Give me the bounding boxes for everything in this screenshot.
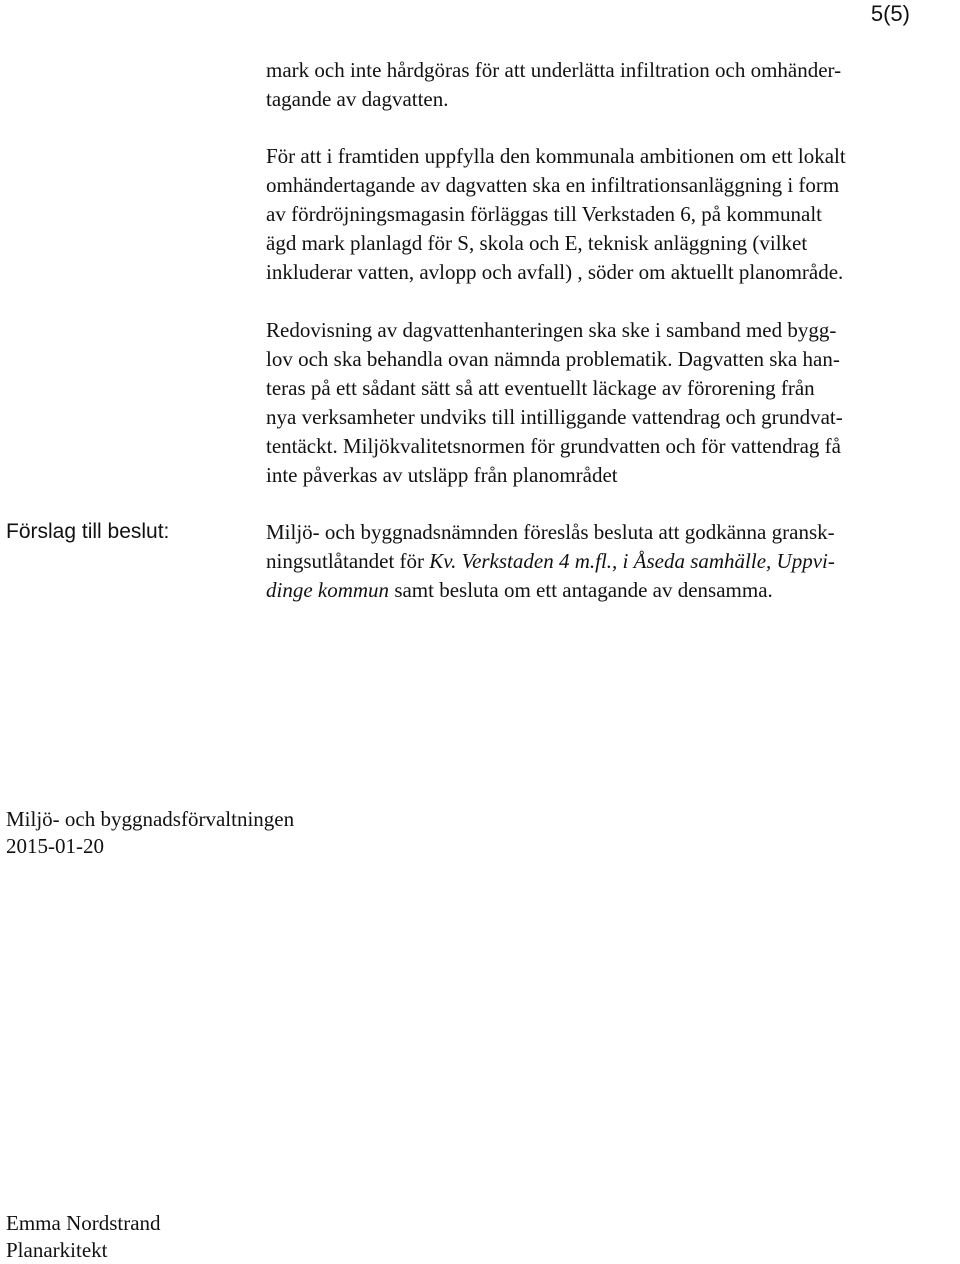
footer-department-block (6, 806, 294, 860)
text-line: lov och ska behandla ovan nämnda problematik. Dagvatten ska han- (266, 347, 840, 371)
text-line: av fördröjningsmagasin förläggas till Verkstaden 6, på kommunalt (266, 202, 822, 226)
text-segment: ningsutlåtandet för (266, 549, 430, 573)
italic-segment: dinge kommun (266, 578, 390, 602)
document-date: 2015-01-20 (6, 834, 104, 858)
text-line: inkluderar vatten, avlopp och avfall) , söder om aktuellt planområde. (266, 260, 844, 284)
text-line: tagande av dagvatten. (266, 87, 449, 111)
footer-signature-block (6, 1210, 161, 1264)
text-line: Redovisning av dagvattenhanteringen ska ske i samband med bygg- (266, 318, 837, 342)
text-line: tentäckt. Miljökvalitetsnormen för grundvatten och för vattendrag få (266, 434, 841, 458)
paragraph-dagvatten-intro (266, 56, 960, 114)
text-line: För att i framtiden uppfylla den kommunala ambitionen om ett lokalt (266, 144, 846, 168)
decision-text (266, 518, 960, 605)
text-line: Miljö- och byggnadsnämnden föreslås besluta att godkänna gransk- (266, 520, 835, 544)
author-title: Planarkitekt (6, 1238, 108, 1262)
text-line: ägd mark planlagd för S, skola och E, teknisk anläggning (vilket (266, 231, 808, 255)
paragraph-redovisning (266, 316, 960, 490)
author-name: Emma Nordstrand (6, 1211, 161, 1235)
paragraph-infiltration (266, 142, 960, 287)
page-number: 5(5) (870, 1, 910, 26)
text-line: mark och inte hårdgöras för att underlätta infiltration och omhänder- (266, 58, 842, 82)
decision-label: Förslag till beslut: (6, 520, 170, 543)
text-line (266, 547, 960, 576)
text-line (266, 576, 960, 605)
text-line: teras på ett sådant sätt så att eventuellt läckage av förorening från (266, 376, 815, 400)
text-segment: samt besluta om ett antagande av densamma. (389, 578, 773, 602)
italic-segment: Kv. Verkstaden 4 m.fl., i Åseda samhälle, Uppvi- (429, 549, 835, 573)
text-line: inte påverkas av utsläpp från planområdet (266, 463, 618, 487)
text-line: nya verksamheter undviks till intilliggande vattendrag och grundvat- (266, 405, 843, 429)
text-line: omhändertagande av dagvatten ska en infiltrationsanläggning i form (266, 173, 840, 197)
department-name: Miljö- och byggnadsförvaltningen (6, 807, 295, 831)
